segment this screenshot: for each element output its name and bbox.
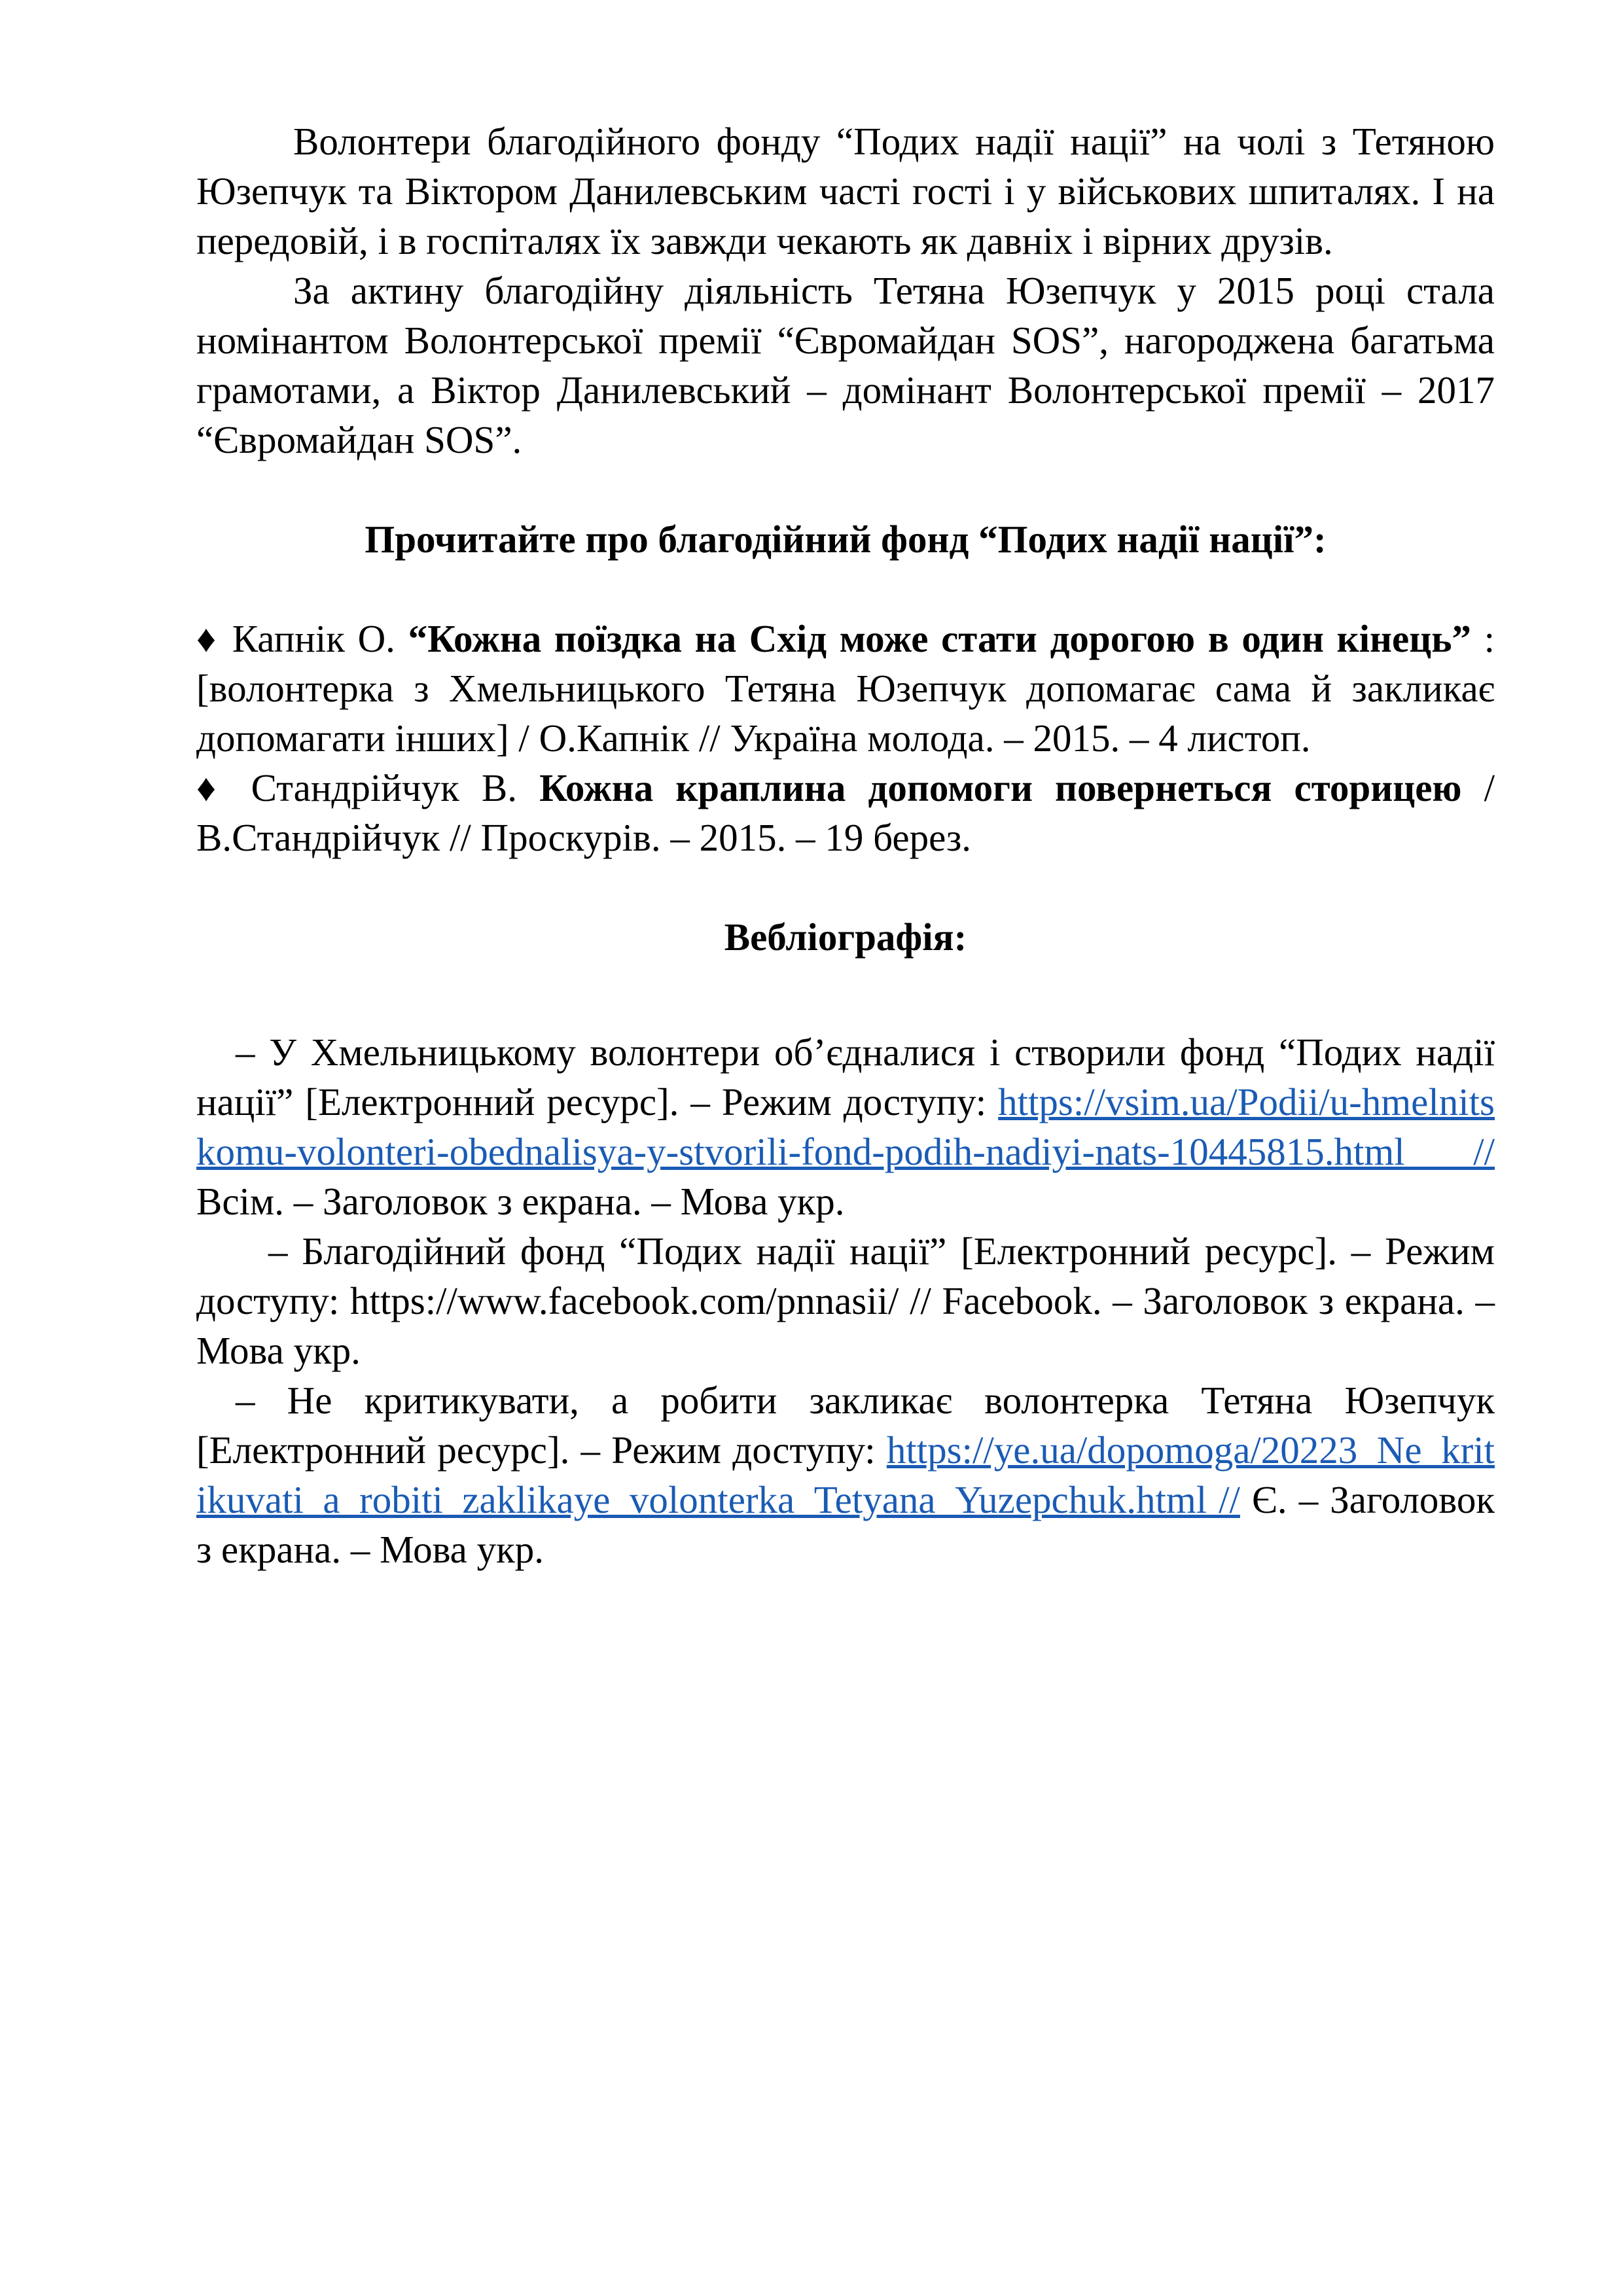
web-item-description: – У Хмельницькому волонтери об’єдналися і створили фонд “Подих надії нації” [Електронний ресурс]. – Режим доступу: (196, 1031, 1495, 1123)
bullet-icon: ♦ (196, 766, 229, 809)
reference-author: Стандрійчук В. (228, 766, 540, 809)
web-item-source: Всім. – Заголовок з екрана. – Мова укр. (196, 1180, 845, 1223)
paragraph-volunteers: Волонтери благодійного фонду “Подих надії нації” на чолі з Тетяною Юзепчук та Віктором Данилевським часті гості і у військових шпиталях. І на передовій, і в госпіталях їх завжди чекають як давніх і вірних друзів. (196, 120, 1495, 262)
reference-details: / В.Стандрійчук // Проскурів. – 2015. – 19 берез. (196, 766, 1495, 859)
reference-item (196, 763, 1495, 862)
reference-details: : [волонтерка з Хмельницького Тетяна Юзепчук допомагає сама й закликає допомагати інших] / О.Капнік // Україна молода. – 2015. – 4 листоп. (196, 617, 1495, 760)
reference-item (196, 614, 1495, 763)
reference-title: “Кожна поїздка на Схід може стати дорогою в один кінець” (408, 617, 1471, 660)
read-heading: Прочитайте про благодійний фонд “Подих надії нації”: (365, 518, 1327, 561)
web-item-source: Є. – Заголовок з екрана. – Мова укр. (196, 1478, 1495, 1571)
bullet-icon: ♦ (196, 617, 220, 660)
web-link-vsim[interactable]: https://vsim.ua/Podii/u-hmelnitskomu-volonteri-obednalisya-y-stvorili-fond-podih-nadiyi-nats-10445815.html // (196, 1080, 1495, 1173)
reference-author: Капнік О. (219, 617, 408, 660)
webliography-heading: Вебліографія: (724, 915, 967, 959)
web-item: – Благодійний фонд “Подих надії нації” [Електронний ресурс]. – Режим доступу: https://www.facebook.com/pnnasii/ // Facebook. – Заголовок з екрана. – Мова укр. (196, 1229, 1495, 1372)
paragraph-awards: За актину благодійну діяльність Тетяна Юзепчук у 2015 році стала номінантом Волонтерської премії “Євромайдан SOS”, нагороджена багатьма грамотами, а Віктор Данилевський – домінант Волонтерської премії – 2017 “Євромайдан SOS”. (196, 269, 1495, 461)
web-item (196, 1375, 1495, 1574)
reference-title: Кожна краплина допомоги повернеться сторицею (539, 766, 1462, 809)
document-body (196, 116, 1495, 1574)
web-item (196, 1027, 1495, 1226)
web-link-ye[interactable]: https://ye.ua/dopomoga/20223_Ne_kritikuvati_a_robiti_zaklikaye_volonterka_Tetyana_Yuzepchuk.html // (196, 1428, 1495, 1521)
web-item-description: – Не критикувати, а робити закликає волонтерка Тетяна Юзепчук [Електронний ресурс]. – Режим доступу: (196, 1379, 1495, 1472)
